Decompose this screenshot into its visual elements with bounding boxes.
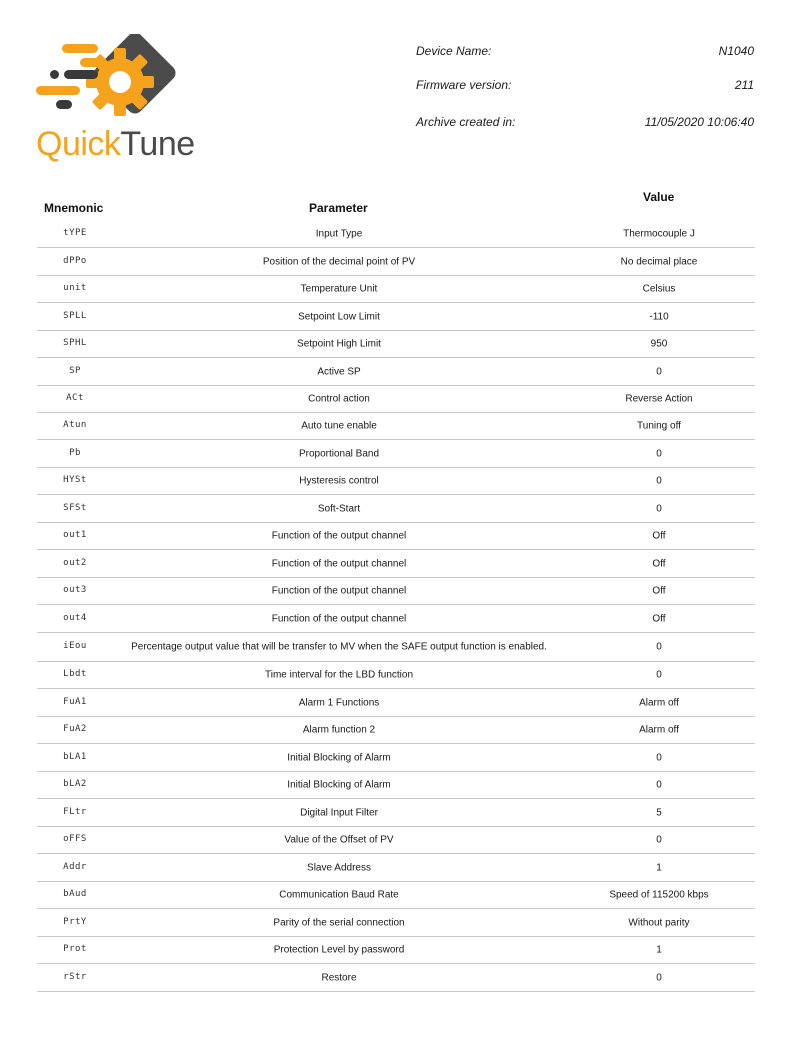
parameter-cell: Alarm 1 Functions xyxy=(298,697,380,708)
mnemonic-cell: Prot xyxy=(63,944,87,954)
firmware-version-label: Firmware version: xyxy=(416,78,512,92)
table-row xyxy=(37,331,755,358)
value-cell: 1 xyxy=(656,944,662,956)
value-cell: 1 xyxy=(656,862,662,873)
table-row xyxy=(37,662,755,689)
value-cell: 0 xyxy=(656,972,662,983)
table-row xyxy=(37,495,755,523)
value-cell: Reverse Action xyxy=(625,393,693,405)
parameter-cell: Initial Blocking of Alarm xyxy=(287,779,391,791)
parameter-cell: Percentage output value that will be transfer to MV when the SAFE output function is enabled. xyxy=(131,641,547,653)
parameter-cell: Temperature Unit xyxy=(300,283,378,295)
value-cell: No decimal place xyxy=(620,256,698,267)
table-row xyxy=(37,303,755,331)
parameter-cell: Active SP xyxy=(317,366,361,377)
table-row xyxy=(37,772,755,799)
table-row xyxy=(37,468,755,495)
value-cell: Alarm off xyxy=(639,724,679,736)
archive-created-label: Archive created in: xyxy=(416,115,516,129)
mnemonic-cell: bLA1 xyxy=(63,751,87,762)
table-row xyxy=(37,440,755,468)
parameter-cell: Protection Level by password xyxy=(273,944,405,956)
mnemonic-cell: SPHL xyxy=(63,338,87,348)
parameter-cell: Slave Address xyxy=(307,862,371,873)
mnemonic-cell: Lbdt xyxy=(63,669,87,679)
mnemonic-cell: bAud xyxy=(63,889,87,899)
mnemonic-cell: oFFS xyxy=(63,834,87,844)
value-cell: Off xyxy=(652,585,666,597)
value-cell: 0 xyxy=(656,752,662,763)
firmware-version-row xyxy=(416,78,754,92)
parameter-cell: Initial Blocking of Alarm xyxy=(287,752,391,763)
parameter-table xyxy=(37,221,755,992)
mnemonic-cell: Addr xyxy=(63,861,87,872)
brand-quick: Quick xyxy=(36,125,121,163)
parameter-cell: Setpoint High Limit xyxy=(297,338,381,350)
brand-wordmark xyxy=(36,124,195,164)
value-cell: 5 xyxy=(656,807,662,818)
parameter-cell: Position of the decimal point of PV xyxy=(262,256,416,267)
table-row xyxy=(37,909,755,937)
device-name-label: Device Name: xyxy=(416,44,492,58)
parameter-cell: Function of the output channel xyxy=(271,613,407,624)
value-cell: Thermocouple J xyxy=(623,228,695,240)
firmware-version-value: 211 xyxy=(734,78,754,92)
table-row xyxy=(37,744,755,772)
parameter-cell: Auto tune enable xyxy=(301,420,377,432)
table-row xyxy=(37,276,755,303)
table-row xyxy=(37,937,755,964)
mnemonic-cell: iEou xyxy=(63,641,87,651)
header-value: Value xyxy=(643,190,675,204)
value-cell: Alarm off xyxy=(639,697,679,708)
archive-created-value: 11/05/2020 10:06:40 xyxy=(644,115,754,129)
mnemonic-cell: ACt xyxy=(66,393,84,403)
mnemonic-cell: FLtr xyxy=(63,806,87,817)
value-cell: Celsius xyxy=(642,283,676,295)
mnemonic-cell: SFSt xyxy=(63,502,87,513)
value-cell: Without parity xyxy=(628,917,690,928)
table-row xyxy=(37,689,755,717)
device-name-value: N1040 xyxy=(718,44,754,58)
table-row xyxy=(37,882,755,909)
header-mnemonic: Mnemonic xyxy=(44,201,104,215)
parameter-cell: Hysteresis control xyxy=(299,475,379,487)
parameter-cell: Input Type xyxy=(315,228,363,240)
mnemonic-cell: PrtY xyxy=(63,916,87,927)
mnemonic-cell: out4 xyxy=(63,612,87,623)
table-row xyxy=(37,605,755,633)
parameter-cell: Setpoint Low Limit xyxy=(298,311,380,322)
table-row xyxy=(37,358,755,386)
mnemonic-cell: dPPo xyxy=(63,255,87,266)
mnemonic-cell: out1 xyxy=(63,530,87,540)
value-cell: 0 xyxy=(656,669,662,681)
parameter-cell: Control action xyxy=(308,393,370,405)
value-cell: 0 xyxy=(656,779,662,791)
value-cell: Off xyxy=(652,530,666,542)
value-cell: Off xyxy=(652,613,666,624)
table-row xyxy=(37,578,755,605)
mnemonic-cell: bLA2 xyxy=(63,779,87,789)
value-cell: 0 xyxy=(656,448,662,459)
value-cell: Off xyxy=(652,558,666,569)
table-row xyxy=(37,248,755,276)
value-cell: 0 xyxy=(656,475,662,487)
table-row xyxy=(37,854,755,882)
value-cell: 0 xyxy=(656,503,662,514)
mnemonic-cell: out3 xyxy=(63,585,87,595)
parameter-cell: Digital Input Filter xyxy=(300,807,378,818)
value-cell: 950 xyxy=(650,338,668,350)
header-parameter: Parameter xyxy=(309,201,368,215)
mnemonic-cell: unit xyxy=(63,283,87,293)
device-name-row xyxy=(416,44,754,58)
mnemonic-cell: SP xyxy=(69,365,81,376)
value-cell: Speed of 115200 kbps xyxy=(609,889,709,901)
parameter-cell: Function of the output channel xyxy=(271,558,407,569)
value-cell: -110 xyxy=(649,311,669,322)
value-cell: 0 xyxy=(656,366,662,377)
mnemonic-cell: rStr xyxy=(63,971,87,982)
value-cell: 0 xyxy=(656,641,662,653)
table-row xyxy=(37,717,755,744)
table-row xyxy=(37,550,755,578)
parameter-cell: Function of the output channel xyxy=(271,530,407,542)
gear-logo-icon xyxy=(32,34,192,134)
brand-tune: Tune xyxy=(120,125,195,163)
table-row xyxy=(37,386,755,413)
table-row xyxy=(37,633,755,662)
table-row xyxy=(37,221,755,248)
mnemonic-cell: Pb xyxy=(69,447,81,458)
parameter-cell: Function of the output channel xyxy=(271,585,407,597)
mnemonic-cell: out2 xyxy=(63,557,87,568)
value-cell: 0 xyxy=(656,834,662,846)
table-row xyxy=(37,827,755,854)
parameter-cell: Communication Baud Rate xyxy=(279,889,399,901)
parameter-cell: Soft-Start xyxy=(317,503,361,514)
mnemonic-cell: Atun xyxy=(63,420,87,430)
parameter-cell: Parity of the serial connection xyxy=(273,917,405,928)
parameter-cell: Time interval for the LBD function xyxy=(264,669,414,681)
mnemonic-cell: FuA1 xyxy=(63,696,87,707)
mnemonic-cell: FuA2 xyxy=(63,724,87,734)
mnemonic-cell: tYPE xyxy=(63,228,87,238)
parameter-cell: Proportional Band xyxy=(298,448,380,459)
archive-created-row xyxy=(416,115,754,129)
table-row xyxy=(37,964,755,992)
parameter-cell: Value of the Offset of PV xyxy=(284,834,394,846)
mnemonic-cell: HYSt xyxy=(63,475,87,485)
value-cell: Tuning off xyxy=(637,420,681,432)
mnemonic-cell: SPLL xyxy=(63,310,87,321)
table-row xyxy=(37,523,755,550)
table-row xyxy=(37,799,755,827)
parameter-cell: Alarm function 2 xyxy=(302,724,376,736)
parameter-cell: Restore xyxy=(321,972,357,983)
table-row xyxy=(37,413,755,440)
